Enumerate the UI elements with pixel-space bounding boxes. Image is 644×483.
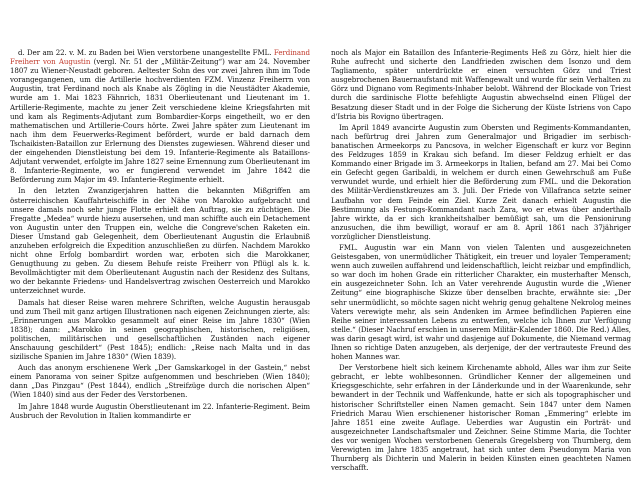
right-column <box>331 48 631 478</box>
text-run: FML. Augustin war ein Mann von vielen Talenten und ausgezeichneten Geistesgaben, von unermüdlicher Thätigkeit, ein treuer und loyaler Temperament; wenn auch zuweilen auffahrend und leidenschaftlich, leicht reizbar und empfindlich, so war doch im hohen Grade ein ritterlicher Charakter, ein musterhafter Mensch, ein ausgezeichneter Sohn. Ich an Vater verehrende Augustin wurde die „Wiener Zeitung“ eine biographische Skizze über denselben brachte, erwähnte sie: „Der sehr unermüdlicht, so möchte sagen nicht wehrig genug gehaltene Nekrolog meines Vaters verewigte mehr, als sein Andenken im Armee befindlichen Papieren eine Reihe seiner interessanten Lebens zu entwerfen, welche ich Ihnen zur Verfügung stelle.“ (Dieser Nachruf erschien in unserem Militär-Kalender 1860. Die Red.) Alles, was darin gesagt wird, ist wahr und dasjenige auf Dokumente, die Niemand vermag Ihnen so richtige Daten anzugeben, als derjenige, der der vertrauteste Freund des hohen Mannes war. <box>331 242 631 362</box>
text-run: Im April 1849 avancirte Augustin zum Obersten und Regiments-Kommandanten, nach befürtrug drei Jahren zum Generalmajor und Brigadier im serbisch-banatischen Armeekorps zu Pancsova, in welcher Eigenschaft er kurz vor Beginn des Feldzuges 1859 in Krakau sich befand. Im dieser Feldzug erhielt er das Kommando einer Brigade im 3. Armeekorps in Italien, befand am 27. Mai bei Como ein Gefecht gegen Garibaldi, in welchem er durch einen Gewehrschuß am Fuße verwundet wurde, und erhielt hier die Beförderung zum FML. und die Dekoration des Militär-Verdienstkreuzes am 3. Juli. Der Friede von Villafranca setzte seiner Laufbahn vor dem Feinde ein Ziel. Kurze Zeit danach erhielt Augustin die Bestimmung als Festungs-Kommandant nach Zara, wo er etwas über anderthalb Jahre wirkte, da er sich krankheitshalber bemüßigt sah, um die Pensionirung anzusuchen, die ihm bewilligt, worauf er am 8. April 1861 nach 37jähriger vorzüglicher Dienstleistung. <box>331 122 631 241</box>
paragraph <box>331 123 631 241</box>
highlighted-name: Ferdinand Freiherr von Augustin <box>10 48 310 67</box>
left-column <box>10 48 310 478</box>
text-run: Auch das anonym erschienene Werk „Der Gamskarkogel in der Gastein,“ nebst einem Panorama von seiner Spitze aufgenommen und beschrieben (Wien 1840); dann „Das Pinzgau“ (Pest 1844), endlich „Streifzüge durch die norischen Alpen“ (Wien 1840) sind aus der Feder des Verstorbenen. <box>10 363 310 400</box>
paragraph <box>10 186 310 295</box>
paragraph <box>331 363 631 472</box>
text-run: d. Der am 22. v. M. zu Baden bei Wien verstorbene unangestellte <box>18 48 253 57</box>
paragraph <box>10 48 310 184</box>
text-run: In den letzten Zwanzigerjahren hatten die bekannten Mißgriffen am österreichischen Kauffahrteischiffe in der Nähe von Marokko aufgebracht und unsere damals noch sehr junge Flotte erhielt den Auftrag, sie zu züchtigen. Die Fregatte „Medea“ wurde hiezu ausersehen, und man schiffte auch ein Detachement von Augustin unter den Truppen ein, welche die Congreve'schen Raketen ein. Dieser Umstand gab Gelegenheit, dem Oberlieutenant Augustin die Erlaubniß anzuheben erfolgreich die Expedition anzuschließen zu dürfen. Nachdem Marokko nicht ohne Erfolg bombardirt worden war, erboten sich die Marokkaner, Genugthuung zu geben. Zu diesem Behufe reiste Freiherr von Pflügl als k. k. Bevollmächtigter mit dem Oberlieutenant Augustin nach der Residenz des Sultans, wo der bekannte Friedens- und Handelsvertrag zwischen Oesterreich und Marokko unterzeichnet wurde. <box>10 186 310 296</box>
paragraph <box>10 298 310 362</box>
text-run: Im Jahre 1848 wurde Augustin Oberstlieutenant im 22. Infanterie-Regiment. Beim Ausbruch der Revolution in Italien kommandirte er <box>10 401 310 420</box>
text-run: noch als Major ein Bataillon des Infanterie-Regiments Heß zu Görz, hielt hier die Ruhe aufrecht und sicherte den Landfrieden zwischen dem Isonzo und dem Tagliamento, später unterdrückte er einen versuchten Görz und Triest ausgebrochenen Bauernaufstand mit Waffengewalt und wurde für sein Verhalten zu Görz und Dignano vom Regiments-Inhaber belobt. Während der Blockade von Triest durch die sardinische Flotte befehligte Augustin abwechselnd einen Flügel der Besatzung dieser Stadt und in der Folge die Sicherung der Küste Istriens von Capo d'Istria bis Rovigno übertragen. <box>331 48 631 121</box>
text-run: (vergl. Nr. 51 der „Militär-Zeitung“) war am 24. November 1807 zu Wiener-Neustadt geboren. Aeltester Sohn des vor zwei Jahren ihm im Tode vorangegangenen, um die Artillerie hochverdienten FZM. Vinzenz Freiherrn von Augustin, trat Ferdinand noch als Knabe als Zögling in die Neustädter Akademie, wurde am 1. Mai 1823 Fähnrich, 1831 Oberlieutenant und Lieutenant im 1. Artillerie-Regimente, machte zu jener Zeit verschiedene kleine Kriegsfahrten mit und kam als Regiments-Adjutant zum Bombardier-Korps eingetheilt, wo er den mathematischen und Artillerie-Cours hörte. Zwei Jahre später zum Lieutenant im nach ihm dem Feuerwerks-Regiment befördert, wurde er bald darnach dem Tschaikisten-Bataillon zur Erlernung des Dienstes zugewiesen. Während dieser und der eingehenden Dienstleistung bei dem 19. Infanterie-Regimente als Bataillons-Adjutant verwendet, erfolgte im Jahre 1827 seine Ernennung zum Oberlieutenant im 8. Infanterie-Regimente, wo er fungierend verwendet im Jahre 1842 die Beförderung zum Major im 49. Infanterie-Regimente erhielt. <box>10 57 310 185</box>
paragraph <box>331 48 631 121</box>
text-run: Der Verstorbene hielt sich keinem Kirchenamte abhold, Alles war ihm zur Seite gebracht, er lebte wohlbesonnen. Gründlicher Kenner der allgemeinen und Kriegsgeschichte, sehr erfahren in der Länderkunde und in der Waarenkunde, sehr bewandert in der Technik und Waffenkunde, hatte er sich als topographischer und historischer Schriftsteller einen Namen gemacht. Sein 1847 unter dem Namen Friedrich Marau Wien erschienener historischer Roman „Emmering“ erlebte im Jahre 1851 eine zweite Auflage. Ueberdies war Augustin ein Porträt- und ausgezeichneter Landschaftsmaler und Zeichner. Seine Stimme Maria, die Tochter des vor wenigen Wochen verstorbenen Generals Gregelsberg von Thurnberg, dem Verewigten im Jahre 1835 angetraut, hat sich unter dem Pseudonym Maria von Thurnberg als Dichterin und Malerin in beiden Künsten einen geachteten Namen verschafft. <box>331 363 631 473</box>
paragraph <box>10 363 310 399</box>
paragraph <box>10 402 310 420</box>
text-run: Damals hat dieser Reise waren mehrere Schriften, welche Augustin herausgab und zum Theil mit ganz artigen Illustrationen nach eigenen Zeichnungen zierte, als: „Erinnerungen aus Marokko gesammelt auf einer Reise im Jahre 1830“ (Wien 1838); dann: „Marokko in seinen geographischen, historischen, religiösen, politischen, militärischen und gesellschaftlichen Zuständen nach eigener Anschauung geschildert“ (Pest 1845); endlich: „Reise nach Malta und in das sizilische Spanien im Jahre 1830“ (Wien 1839). <box>10 297 310 362</box>
text-run: FML. <box>252 48 274 57</box>
paragraph <box>331 243 631 361</box>
